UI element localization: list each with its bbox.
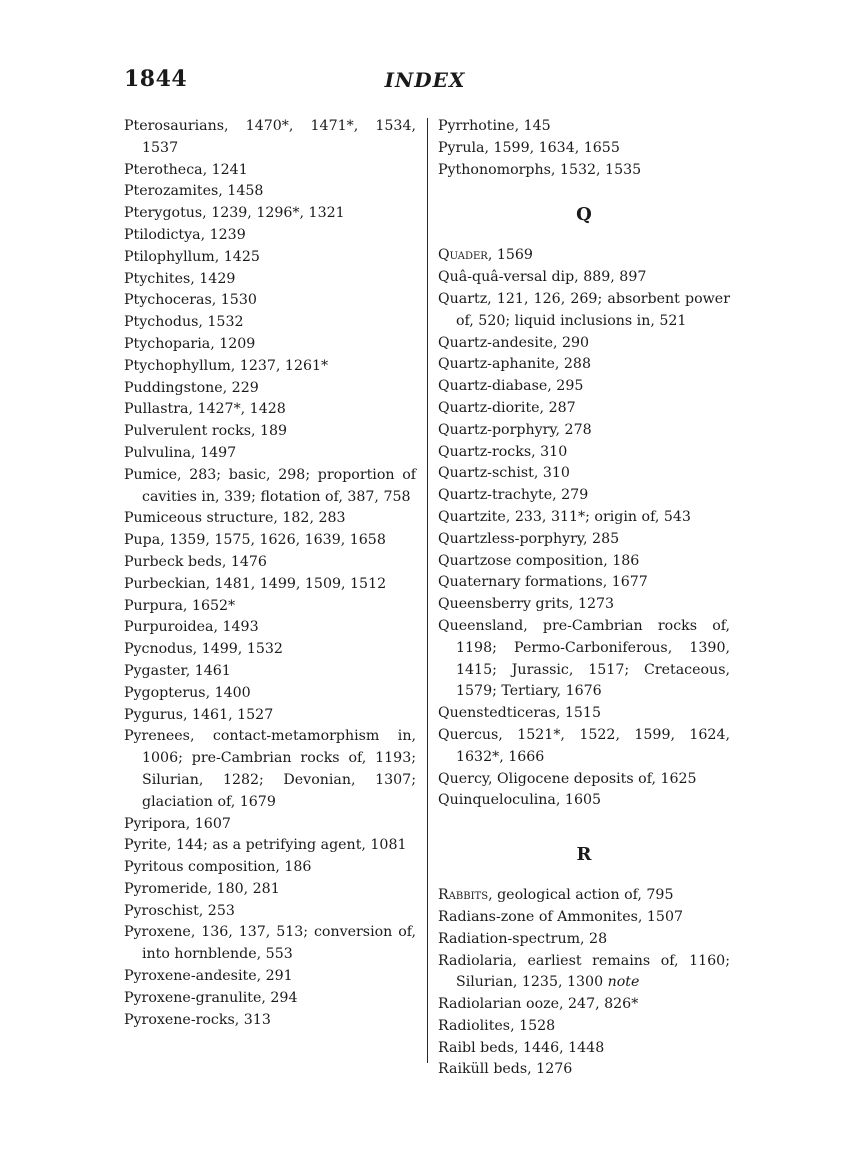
index-entry xyxy=(124,443,416,465)
entry-headword: Quader xyxy=(438,247,488,264)
entry-text: Pyroxene, 136, 137, 513; conversion of, into hornblende, 553 xyxy=(124,924,416,963)
entry-text: Purbeckian, 1481, 1499, 1509, 1512 xyxy=(124,575,387,592)
entry-text: Pumiceous structure, 182, 283 xyxy=(124,510,346,527)
index-entry xyxy=(124,726,416,813)
entry-text: Queensberry grits, 1273 xyxy=(438,596,615,613)
entry-text: , 1569 xyxy=(487,247,533,264)
running-head: INDEX xyxy=(384,68,466,92)
entry-note: note xyxy=(607,974,640,991)
entry-text: Quercus, 1521*, 1522, 1599, 1624, 1632*, 1666 xyxy=(438,726,730,765)
entry-text: Ptychites, 1429 xyxy=(124,270,236,287)
entry-text: Pythonomorphs, 1532, 1535 xyxy=(438,161,642,178)
entry-text: Quartz-andesite, 290 xyxy=(438,334,590,351)
entry-text: Radiolaria, earliest remains of, 1160; Silurian, 1235, 1300 xyxy=(438,952,730,991)
index-entry xyxy=(438,951,730,995)
entry-text: Pyrenees, contact-metamorphism in, 1006; pre-Cambrian rocks of, 1193; Silurian, 1282; Devonian, 1307; glaciation of, 1679 xyxy=(124,728,416,810)
index-entry xyxy=(124,116,416,160)
index-entry xyxy=(438,790,730,812)
index-entry xyxy=(124,247,416,269)
entry-text: Ptychodus, 1532 xyxy=(124,314,244,331)
index-entry xyxy=(438,160,730,182)
index-entry xyxy=(438,485,730,507)
entry-text: Quaternary formations, 1677 xyxy=(438,574,648,591)
index-entry xyxy=(124,508,416,530)
entry-text: Ptilophyllum, 1425 xyxy=(124,248,260,265)
index-entry xyxy=(124,639,416,661)
entry-text: Pyroxene-granulite, 294 xyxy=(124,989,298,1006)
index-entry xyxy=(438,138,730,160)
index-entry xyxy=(124,814,416,836)
index-entry xyxy=(124,574,416,596)
index-entry xyxy=(124,160,416,182)
index-entry xyxy=(124,312,416,334)
index-entry xyxy=(438,725,730,769)
index-entry xyxy=(438,994,730,1016)
entry-text: Radiolarian ooze, 247, 826* xyxy=(438,996,639,1013)
index-entry xyxy=(124,225,416,247)
index-entry xyxy=(438,289,730,333)
index-entry xyxy=(124,399,416,421)
entry-text: Quartz-trachyte, 279 xyxy=(438,487,589,504)
index-entry xyxy=(124,1010,416,1032)
entry-text: , geological action of, 795 xyxy=(488,887,674,904)
entry-text: Quartzless-porphyry, 285 xyxy=(438,530,620,547)
index-entry xyxy=(124,683,416,705)
index-entry xyxy=(438,245,730,267)
entry-text: Quartz-aphanite, 288 xyxy=(438,356,591,373)
index-entry xyxy=(124,596,416,618)
entry-text: Ptychophyllum, 1237, 1261* xyxy=(124,357,329,374)
entry-text: Radians-zone of Ammonites, 1507 xyxy=(438,908,683,925)
entry-text: Quartzite, 233, 311*; origin of, 543 xyxy=(438,508,691,525)
entry-text: Queensland, pre-Cambrian rocks of, 1198; Permo-Carboniferous, 1390, 1415; Jurassic, 1517; Cretaceous, 1579; Tertiary, 1676 xyxy=(438,617,730,700)
index-column-right xyxy=(438,116,730,1081)
index-column-left xyxy=(124,116,416,1031)
index-entry xyxy=(124,922,416,966)
index-entry xyxy=(438,907,730,929)
entry-text: Quenstedticeras, 1515 xyxy=(438,705,601,722)
entry-text: Pyroxene-rocks, 313 xyxy=(124,1011,271,1028)
entry-text: Quartz-porphyry, 278 xyxy=(438,421,592,438)
index-entry xyxy=(124,857,416,879)
index-entry xyxy=(438,769,730,791)
index-entry xyxy=(124,966,416,988)
entry-text: Quartz-diabase, 295 xyxy=(438,378,584,395)
entry-text: Ptilodictya, 1239 xyxy=(124,226,246,243)
index-entry xyxy=(438,376,730,398)
index-entry xyxy=(124,269,416,291)
index-entry xyxy=(124,378,416,400)
entry-text: Pterosaurians, 1470*, 1471*, 1534, 1537 xyxy=(124,118,416,156)
index-entry xyxy=(124,181,416,203)
index-entry xyxy=(438,929,730,951)
entry-text: Quartz, 121, 126, 269; absorbent power of, 520; liquid inclusions in, 521 xyxy=(438,290,730,329)
entry-text: Raibl beds, 1446, 1448 xyxy=(438,1039,605,1056)
column-divider xyxy=(427,118,428,1063)
index-entry xyxy=(438,1038,730,1060)
index-entry xyxy=(438,398,730,420)
entry-text: Pyrula, 1599, 1634, 1655 xyxy=(438,139,620,156)
index-entry xyxy=(124,661,416,683)
index-entry xyxy=(438,442,730,464)
index-entry xyxy=(124,421,416,443)
entry-text: Quartz-rocks, 310 xyxy=(438,443,568,460)
entry-text: Pyritous composition, 186 xyxy=(124,859,312,876)
index-entry xyxy=(124,617,416,639)
entry-text: Pyrrhotine, 145 xyxy=(438,118,551,134)
entry-text: Quartz-schist, 310 xyxy=(438,465,570,482)
entry-text: Pyromeride, 180, 281 xyxy=(124,880,280,897)
index-entry xyxy=(438,551,730,573)
index-entry xyxy=(438,354,730,376)
entry-text: Pygaster, 1461 xyxy=(124,662,231,679)
index-entry xyxy=(124,988,416,1010)
page-number: 1844 xyxy=(124,66,188,92)
index-entry xyxy=(124,356,416,378)
index-entry xyxy=(124,465,416,509)
entry-text: Quercy, Oligocene deposits of, 1625 xyxy=(438,770,697,787)
entry-text: Pterotheca, 1241 xyxy=(124,161,248,178)
section-heading-q: Q xyxy=(576,204,592,226)
entry-text: Quartzose composition, 186 xyxy=(438,552,640,569)
entry-text: Pygopterus, 1400 xyxy=(124,684,251,701)
index-entry xyxy=(438,616,730,703)
entry-text: Pterygotus, 1239, 1296*, 1321 xyxy=(124,205,345,222)
index-entry xyxy=(438,703,730,725)
section-heading-r: R xyxy=(576,844,592,866)
entry-text: Quâ-quâ-versal dip, 889, 897 xyxy=(438,269,647,286)
entry-text: Purpura, 1652* xyxy=(124,597,236,614)
entry-headword: Rabbits xyxy=(438,887,489,904)
index-group-r xyxy=(438,885,730,1081)
index-entry xyxy=(438,572,730,594)
entry-text: Purpuroidea, 1493 xyxy=(124,619,259,636)
index-entry xyxy=(438,885,730,907)
index-entry xyxy=(124,334,416,356)
index-entry xyxy=(438,529,730,551)
entry-text: Puddingstone, 229 xyxy=(124,379,259,396)
index-entry xyxy=(438,420,730,442)
entry-text: Raiküll beds, 1276 xyxy=(438,1061,573,1078)
entry-text: Pullastra, 1427*, 1428 xyxy=(124,401,286,418)
index-entry xyxy=(438,594,730,616)
entry-text: Pterozamites, 1458 xyxy=(124,183,264,200)
entry-text: Ptychoceras, 1530 xyxy=(124,292,257,309)
index-entry xyxy=(124,705,416,727)
index-group-p xyxy=(438,116,730,181)
entry-text: Quartz-diorite, 287 xyxy=(438,399,576,416)
index-entry xyxy=(124,835,416,857)
index-entry xyxy=(124,203,416,225)
entry-text: Pulverulent rocks, 189 xyxy=(124,423,288,440)
entry-text: Radiation-spectrum, 28 xyxy=(438,930,608,947)
index-entry xyxy=(438,333,730,355)
entry-text: Ptychoparia, 1209 xyxy=(124,335,256,352)
index-entry xyxy=(438,463,730,485)
index-entry xyxy=(124,290,416,312)
entry-text: Quinqueloculina, 1605 xyxy=(438,792,602,809)
entry-text: Pupa, 1359, 1575, 1626, 1639, 1658 xyxy=(124,532,386,549)
index-entry xyxy=(124,530,416,552)
entry-text: Pyripora, 1607 xyxy=(124,815,231,832)
entry-text: Purbeck beds, 1476 xyxy=(124,553,267,570)
index-entry xyxy=(438,507,730,529)
index-group-q xyxy=(438,245,730,812)
index-entry xyxy=(438,1059,730,1081)
entry-text: Pulvulina, 1497 xyxy=(124,444,237,461)
index-entry xyxy=(438,116,730,138)
entry-text: Radiolites, 1528 xyxy=(438,1017,556,1034)
index-entry xyxy=(438,1016,730,1038)
index-entry xyxy=(124,901,416,923)
index-entry xyxy=(124,552,416,574)
entry-text: Pyrite, 144; as a petrifying agent, 1081 xyxy=(124,837,407,854)
index-entry xyxy=(438,267,730,289)
entry-text: Pycnodus, 1499, 1532 xyxy=(124,641,283,658)
entry-text: Pyroschist, 253 xyxy=(124,902,235,919)
entry-text: Pyroxene-andesite, 291 xyxy=(124,968,293,985)
entry-text: Pygurus, 1461, 1527 xyxy=(124,706,274,723)
entry-text: Pumice, 283; basic, 298; proportion of cavities in, 339; flotation of, 387, 758 xyxy=(124,466,416,505)
index-entry xyxy=(124,879,416,901)
